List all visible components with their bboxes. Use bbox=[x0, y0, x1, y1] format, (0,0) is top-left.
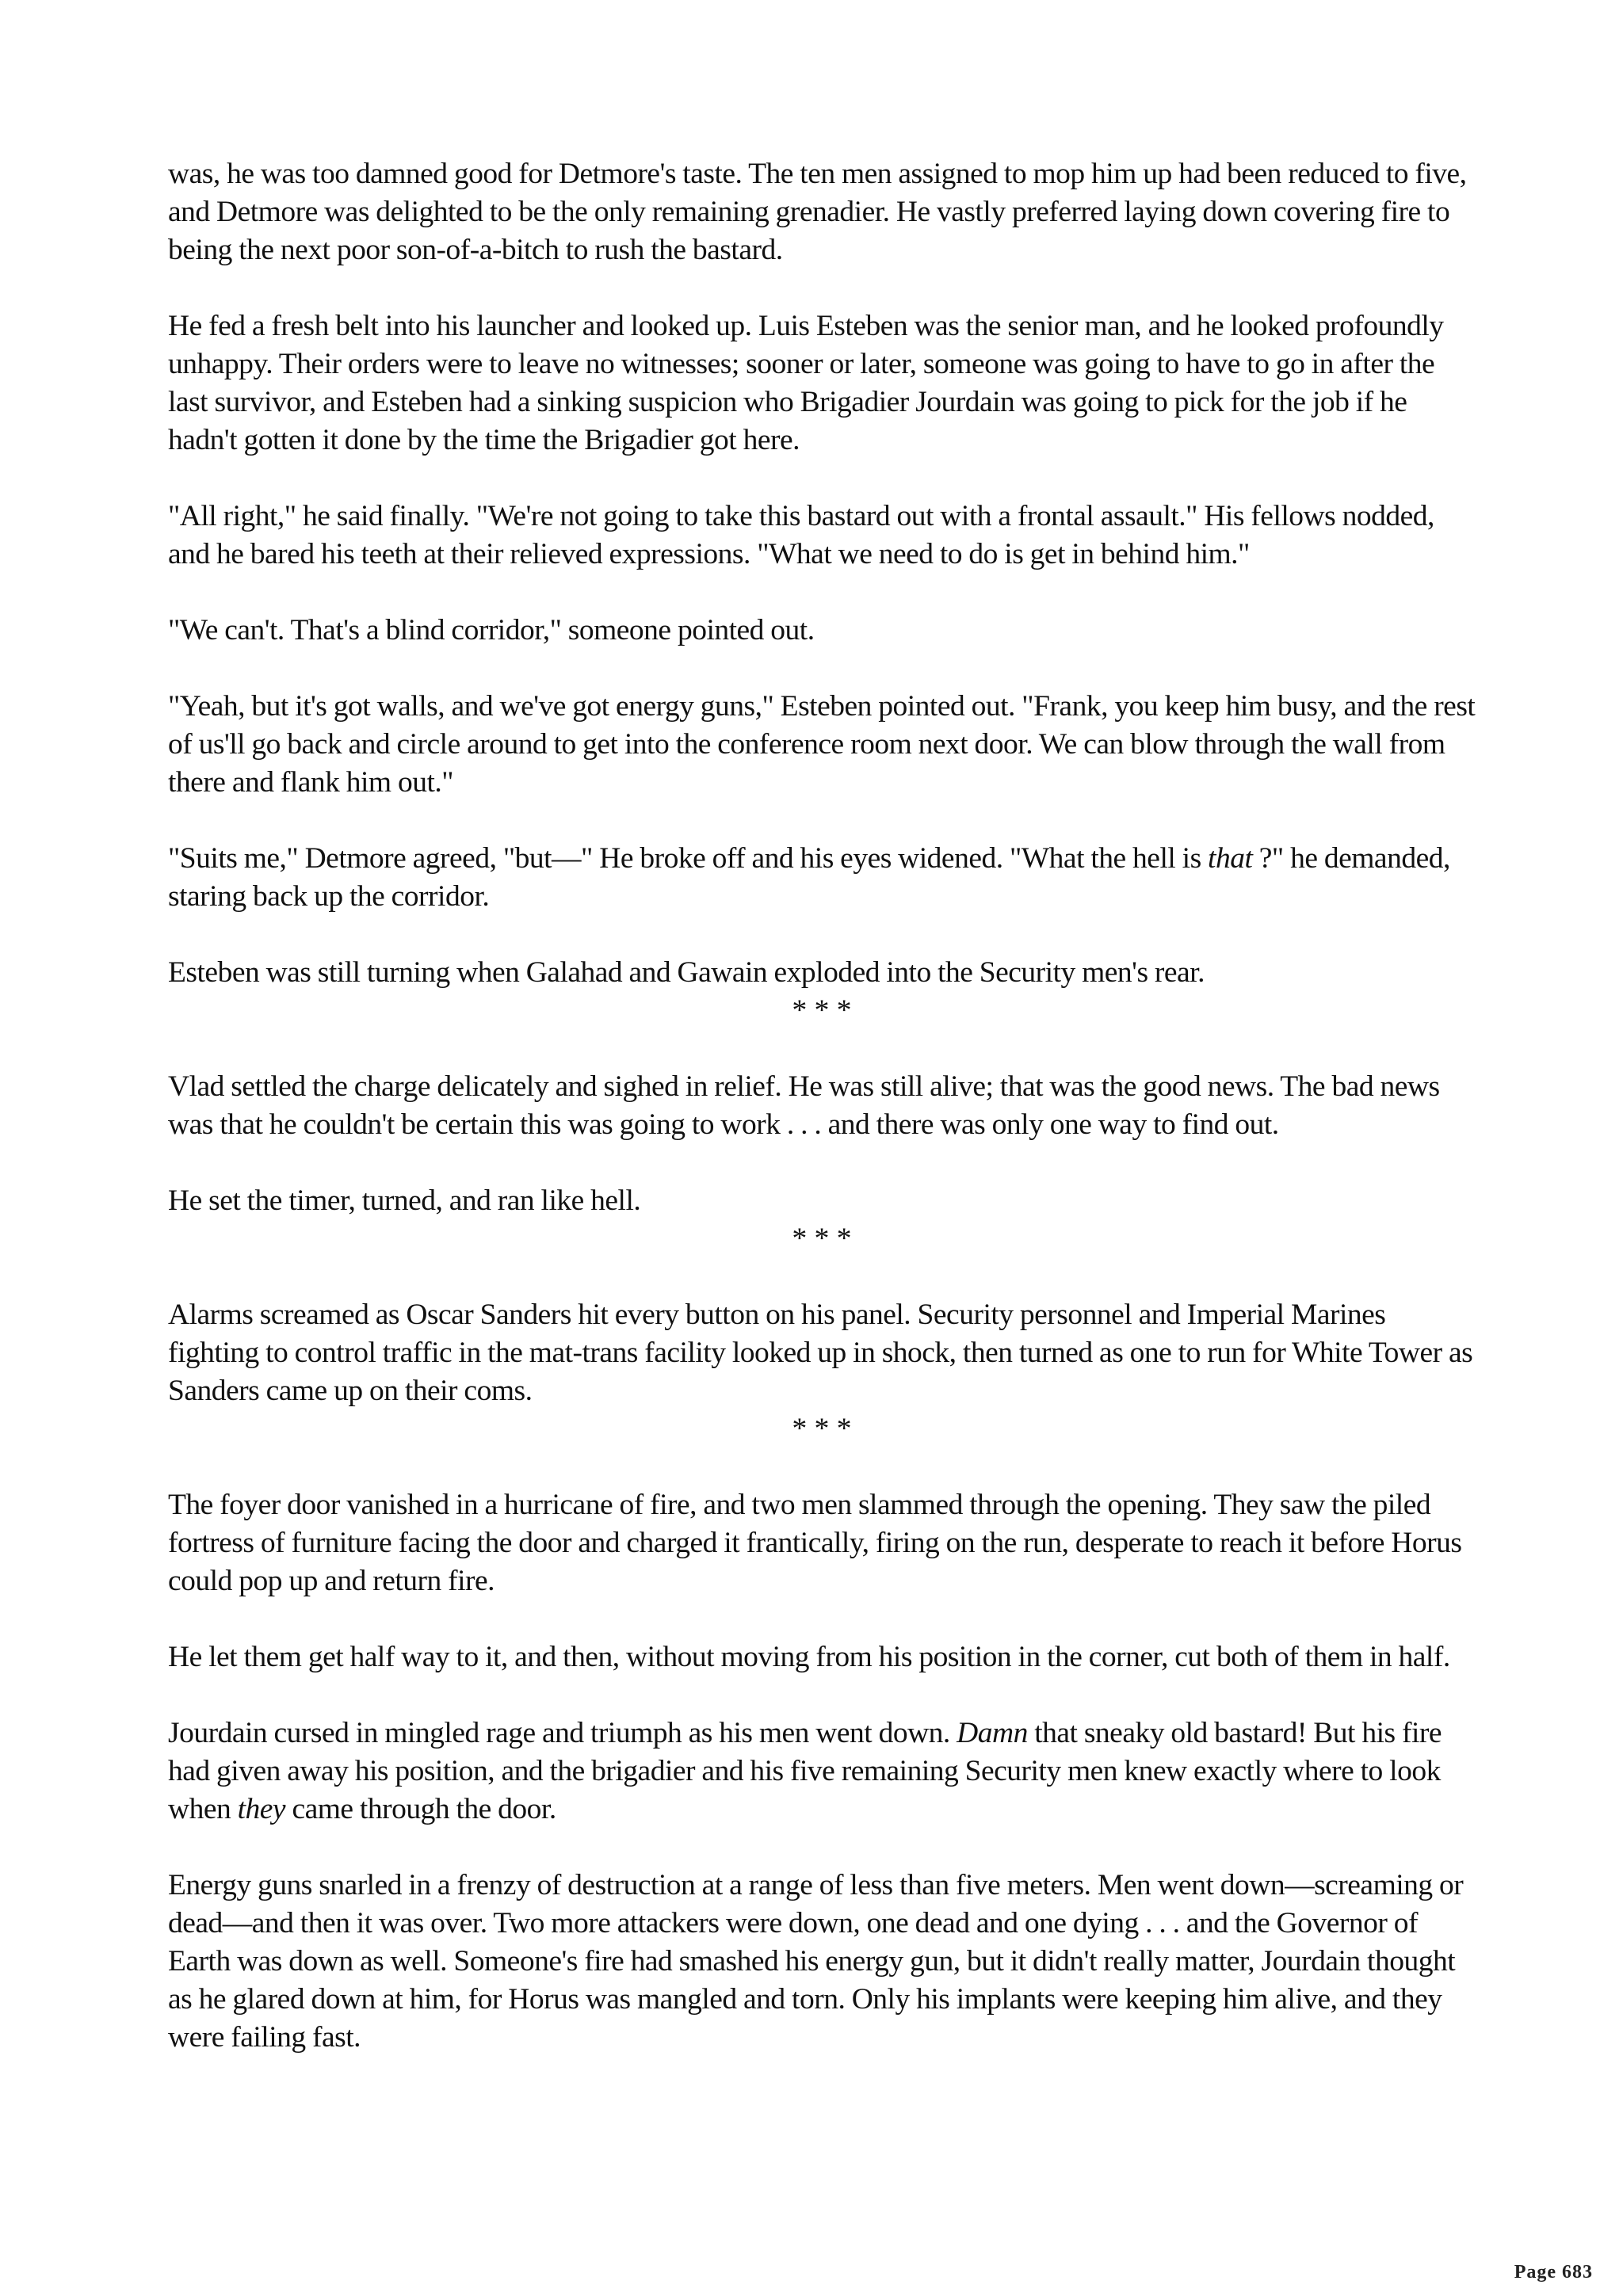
paragraph-text: ?" he demanded, staring back up the corridor. bbox=[168, 842, 1450, 913]
paragraph bbox=[168, 1714, 1476, 1829]
scene-separator: * * * bbox=[792, 1222, 852, 1255]
page-number: Page 683 bbox=[1514, 2262, 1593, 2283]
paragraph: He fed a fresh belt into his launcher and looked up. Luis Esteben was the senior man, and he looked profoundly unhappy. Their orders were to leave no witnesses; sooner or later, someone was going to have to go in after the last survivor, and Esteben had a sinking suspicion who Brigadier Jourdain was going to pick for the job if he hadn't gotten it done by the time the Brigadier got here. bbox=[168, 310, 1444, 456]
paragraph: was, he was too damned good for Detmore's taste. The ten men assigned to mop him up had been reduced to five, and Detmore was delighted to be the only remaining grenadier. He vastly preferred laying down covering fire to being the next poor son-of-a-bitch to rush the bastard. bbox=[168, 158, 1467, 266]
paragraph-text: came through the door. bbox=[285, 1793, 556, 1825]
paragraph: "Yeah, but it's got walls, and we've got energy guns," Esteben pointed out. "Frank, you keep him busy, and the rest of us'll go back and circle around to get into the conference room next door. We can blow through the wall from there and flank him out." bbox=[168, 690, 1476, 799]
paragraph-text: Jourdain cursed in mingled rage and triumph as his men went down. bbox=[168, 1717, 957, 1749]
paragraph: Vlad settled the charge delicately and sighed in relief. He was still alive; that was the good news. The bad news was that he couldn't be certain this was going to work . . . and there was only one way to find out. bbox=[168, 1070, 1440, 1141]
paragraph: "All right," he said finally. "We're not going to take this bastard out with a frontal assault." His fellows nodded, and he bared his teeth at their relieved expressions. "What we need to do is get in behind him." bbox=[168, 500, 1434, 570]
paragraph: Energy guns snarled in a frenzy of destruction at a range of less than five meters. Men went down—screaming or dead—and then it was over. Two more attackers were down, one dead and one dying . . . and the Governor of Earth was down as well. Someone's fire had smashed his energy gun, but it didn't really matter, Jourdain thought as he glared down at him, for Horus was mangled and torn. Only his implants were keeping him alive, and they were failing fast. bbox=[168, 1869, 1464, 2054]
paragraph: He let them get half way to it, and then, without moving from his position in the corner, cut both of them in half. bbox=[168, 1641, 1450, 1673]
paragraph: The foyer door vanished in a hurricane of fire, and two men slammed through the opening. They saw the piled fortress of furniture facing the door and charged it frantically, firing on the run, desperate to reach it before Horus could pop up and return fire. bbox=[168, 1489, 1462, 1597]
emphasis-text: they bbox=[237, 1793, 286, 1825]
scene-separator: * * * bbox=[792, 1413, 852, 1445]
paragraph: Esteben was still turning when Galahad and Gawain exploded into the Security men's rear. bbox=[168, 956, 1205, 989]
emphasis-text: Damn bbox=[957, 1717, 1028, 1749]
page-body bbox=[168, 155, 1476, 2057]
emphasis-text: that bbox=[1208, 842, 1253, 875]
paragraph: He set the timer, turned, and ran like hell. bbox=[168, 1184, 641, 1217]
paragraph-text: "Suits me," Detmore agreed, "but—" He broke off and his eyes widened. "What the hell is bbox=[168, 842, 1209, 875]
paragraph bbox=[168, 840, 1476, 916]
paragraph: Alarms screamed as Oscar Sanders hit every button on his panel. Security personnel and Imperial Marines fighting to control traffic in the mat-trans facility looked up in shock, then turned as one to run for White Tower as Sanders came up on their coms. bbox=[168, 1299, 1473, 1407]
paragraph: "We can't. That's a blind corridor," someone pointed out. bbox=[168, 614, 815, 646]
scene-separator: * * * bbox=[792, 994, 852, 1027]
paragraph-text: that sneaky old bastard! But his fire had given away his position, and the brigadier and his five remaining Security men knew exactly where to look when bbox=[168, 1717, 1442, 1825]
